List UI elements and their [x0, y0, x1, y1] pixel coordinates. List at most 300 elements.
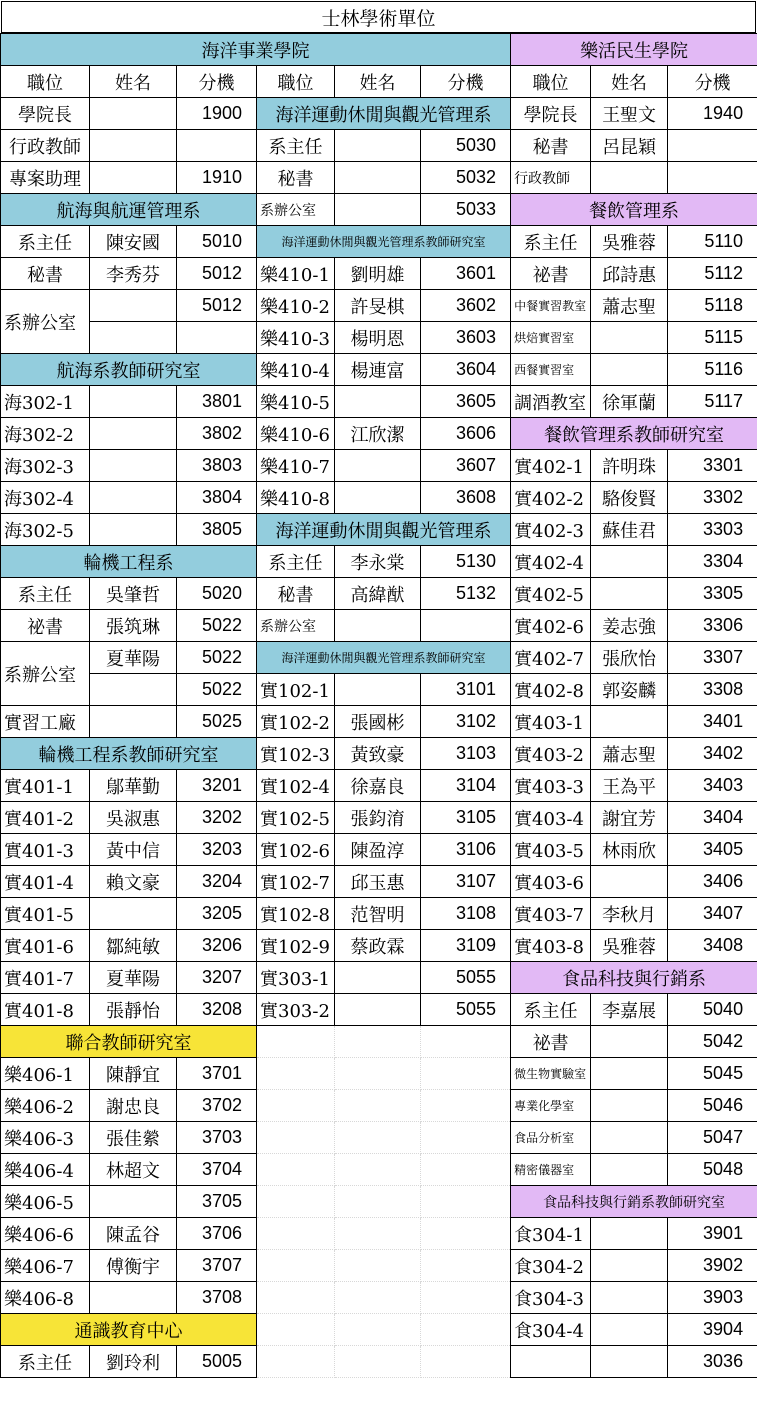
room-cell: 樂406-6	[1, 1218, 90, 1250]
ext-cell: 3606	[421, 418, 511, 450]
ext-cell: 3206	[177, 930, 257, 962]
ext-cell: 5110	[668, 226, 757, 258]
table-cell	[177, 322, 257, 354]
room-cell: 西餐實習室	[511, 354, 591, 386]
ext-cell: 5020	[177, 578, 257, 610]
name-cell: 林雨欣	[591, 834, 668, 866]
dept-header: 通識教育中心	[1, 1314, 257, 1346]
table-row	[1, 354, 757, 386]
room-cell: 實102-5	[257, 802, 335, 834]
ext-cell: 3302	[668, 482, 757, 514]
table-cell: 5025	[177, 706, 257, 738]
name-cell: 夏華陽	[90, 962, 177, 994]
room-cell: 實402-5	[511, 578, 591, 610]
header-ext: 分機	[421, 66, 511, 98]
table-row	[1, 866, 757, 898]
name-cell: 張筑琳	[90, 610, 177, 642]
room-cell: 實402-6	[511, 610, 591, 642]
empty-cell	[257, 1250, 335, 1282]
table-cell: 3901	[668, 1218, 757, 1250]
ext-cell: 3301	[668, 450, 757, 482]
research-header: 航海系教師研究室	[1, 354, 257, 386]
table-cell	[335, 610, 421, 642]
ext-cell: 5022	[177, 610, 257, 642]
research-header: 海洋運動休閒與觀光管理系教師研究室	[257, 642, 511, 674]
empty-cell	[257, 1186, 335, 1218]
room-cell: 樂406-4	[1, 1154, 90, 1186]
table-row	[1, 802, 757, 834]
name-cell: 姜志強	[591, 610, 668, 642]
room-cell: 樂406-2	[1, 1090, 90, 1122]
empty-cell	[335, 1090, 421, 1122]
room-cell: 實402-3	[511, 514, 591, 546]
position-cell: 祕書	[1, 610, 90, 642]
name-cell: 江欣潔	[335, 418, 421, 450]
room-cell: 實403-8	[511, 930, 591, 962]
ext-cell: 3207	[177, 962, 257, 994]
room-cell: 樂406-3	[1, 1122, 90, 1154]
name-cell: 李秀芬	[90, 258, 177, 290]
room-cell: 中餐實習教室	[511, 290, 591, 322]
college-header-marine: 海洋事業學院	[1, 34, 511, 66]
room-cell: 實402-2	[511, 482, 591, 514]
header-name: 姓名	[591, 66, 668, 98]
name-cell: 蘇佳君	[591, 514, 668, 546]
name-cell	[90, 290, 177, 322]
room-cell: 樂406-5	[1, 1186, 90, 1218]
table-row	[1, 386, 757, 418]
name-cell	[591, 706, 668, 738]
ext-cell: 5040	[668, 994, 757, 1026]
position-cell: 實習工廠	[1, 706, 90, 738]
table-row	[1, 258, 757, 290]
empty-cell	[257, 1282, 335, 1314]
name-cell	[591, 578, 668, 610]
table-cell: 蕭志聖	[591, 290, 668, 322]
table-cell: 3804	[177, 482, 257, 514]
ext-cell: 3304	[668, 546, 757, 578]
name-cell: 張鈞淯	[335, 802, 421, 834]
room-cell: 樂410-8	[257, 482, 335, 514]
table-row	[1, 194, 757, 226]
ext-cell: 3706	[177, 1218, 257, 1250]
ext-cell: 3608	[421, 482, 511, 514]
header-name: 姓名	[335, 66, 421, 98]
name-cell: 呂昆穎	[591, 130, 668, 162]
name-cell: 張靜怡	[90, 994, 177, 1026]
ext-cell: 3306	[668, 610, 757, 642]
table-cell: 5048	[668, 1154, 757, 1186]
ext-cell: 3605	[421, 386, 511, 418]
room-cell: 樂410-7	[257, 450, 335, 482]
ext-cell: 3407	[668, 898, 757, 930]
table-cell	[668, 162, 757, 194]
empty-cell	[257, 1314, 335, 1346]
name-cell: 陳安國	[90, 226, 177, 258]
table-cell	[591, 1314, 668, 1346]
directory-table	[0, 33, 757, 1378]
position-cell: 系主任	[257, 130, 335, 162]
table-row	[1, 994, 757, 1026]
name-cell	[335, 962, 421, 994]
room-cell: 實102-8	[257, 898, 335, 930]
name-cell: 林超文	[90, 1154, 177, 1186]
name-cell: 黃中信	[90, 834, 177, 866]
room-cell: 實401-5	[1, 898, 90, 930]
name-cell: 吳肇哲	[90, 578, 177, 610]
research-header: 餐飲管理系教師研究室	[511, 418, 757, 450]
room-cell: 實102-7	[257, 866, 335, 898]
table-cell: 3802	[177, 418, 257, 450]
position-cell: 系辦公室	[1, 642, 90, 706]
name-cell: 黃致豪	[335, 738, 421, 770]
empty-cell	[335, 1186, 421, 1218]
ext-cell: 3603	[421, 322, 511, 354]
table-cell	[421, 610, 511, 642]
table-row	[1, 834, 757, 866]
name-cell: 劉玲利	[90, 1346, 177, 1378]
name-cell	[335, 450, 421, 482]
room-cell: 實402-4	[511, 546, 591, 578]
room-cell: 實401-7	[1, 962, 90, 994]
table-row	[1, 450, 757, 482]
room-cell: 調酒教室	[511, 386, 591, 418]
table-cell	[591, 1090, 668, 1122]
position-cell: 系辦公室	[257, 194, 335, 226]
ext-cell: 5055	[421, 994, 511, 1026]
header-position: 職位	[511, 66, 591, 98]
room-cell: 實403-4	[511, 802, 591, 834]
name-cell: 駱俊賢	[591, 482, 668, 514]
ext-cell: 5132	[421, 578, 511, 610]
room-cell: 實402-7	[511, 642, 591, 674]
room-cell: 實102-2	[257, 706, 335, 738]
table-row	[1, 674, 757, 706]
ext-cell	[668, 130, 757, 162]
name-cell: 蕭志聖	[591, 738, 668, 770]
table-cell: 3902	[668, 1250, 757, 1282]
ext-cell: 5005	[177, 1346, 257, 1378]
room-cell: 實401-8	[1, 994, 90, 1026]
table-row	[1, 34, 757, 66]
name-cell: 張佳縈	[90, 1122, 177, 1154]
ext-cell: 5032	[421, 162, 511, 194]
room-cell: 實402-8	[511, 674, 591, 706]
table-row	[1, 578, 757, 610]
name-cell	[90, 98, 177, 130]
dept-header: 海洋運動休閒與觀光管理系	[257, 98, 511, 130]
position-cell: 秘書	[257, 162, 335, 194]
ext-cell: 5010	[177, 226, 257, 258]
table-cell	[90, 514, 177, 546]
empty-cell	[335, 1314, 421, 1346]
table-cell	[90, 706, 177, 738]
position-cell: 系主任	[1, 1346, 90, 1378]
research-header: 聯合教師研究室	[1, 1026, 257, 1058]
room-cell: 樂410-4	[257, 354, 335, 386]
table-cell: 3903	[668, 1282, 757, 1314]
position-cell: 系主任	[1, 578, 90, 610]
room-cell: 實102-3	[257, 738, 335, 770]
empty-cell	[421, 1090, 511, 1122]
table-row	[1, 1250, 757, 1282]
room-cell: 實303-1	[257, 962, 335, 994]
room-cell: 實303-2	[257, 994, 335, 1026]
table-cell	[90, 674, 177, 706]
empty-cell	[421, 1282, 511, 1314]
table-row	[1, 770, 757, 802]
room-cell: 海302-3	[1, 450, 90, 482]
name-cell: 賴文豪	[90, 866, 177, 898]
name-cell: 李永棠	[335, 546, 421, 578]
ext-cell: 3604	[421, 354, 511, 386]
room-cell: 實401-1	[1, 770, 90, 802]
ext-cell: 3703	[177, 1122, 257, 1154]
room-cell: 食304-2	[511, 1250, 591, 1282]
room-cell: 實403-5	[511, 834, 591, 866]
research-header: 食品科技與行銷系教師研究室	[511, 1186, 757, 1218]
name-cell: 陳盈淳	[335, 834, 421, 866]
empty-cell	[335, 1218, 421, 1250]
name-cell: 吳雅蓉	[591, 930, 668, 962]
table-cell	[591, 1282, 668, 1314]
table-row	[1, 1314, 757, 1346]
empty-cell	[421, 1154, 511, 1186]
position-cell: 行政教師	[511, 162, 591, 194]
ext-cell	[177, 130, 257, 162]
table-row	[1, 610, 757, 642]
ext-cell: 3201	[177, 770, 257, 802]
empty-cell	[421, 1250, 511, 1282]
position-cell: 系主任	[257, 546, 335, 578]
table-row	[1, 738, 757, 770]
ext-cell: 3104	[421, 770, 511, 802]
table-row	[1, 930, 757, 962]
dept-header: 輪機工程系	[1, 546, 257, 578]
empty-cell	[257, 1218, 335, 1250]
room-cell: 海302-5	[1, 514, 90, 546]
name-cell: 張欣怡	[591, 642, 668, 674]
table-cell	[90, 386, 177, 418]
name-cell	[90, 1282, 177, 1314]
ext-cell: 3404	[668, 802, 757, 834]
room-cell: 樂410-5	[257, 386, 335, 418]
table-row	[1, 546, 757, 578]
name-cell: 李嘉展	[591, 994, 668, 1026]
position-cell: 祕書	[511, 258, 591, 290]
empty-cell	[257, 1058, 335, 1090]
ext-cell: 3308	[668, 674, 757, 706]
position-cell: 行政教師	[1, 130, 90, 162]
room-cell: 實403-7	[511, 898, 591, 930]
ext-cell: 3405	[668, 834, 757, 866]
ext-cell: 3408	[668, 930, 757, 962]
table-cell: 3036	[668, 1346, 757, 1378]
empty-cell	[257, 1122, 335, 1154]
name-cell	[90, 1186, 177, 1218]
ext-cell: 1900	[177, 98, 257, 130]
table-row	[1, 1186, 757, 1218]
room-cell: 實102-6	[257, 834, 335, 866]
table-row	[1, 1122, 757, 1154]
room-cell	[511, 1346, 591, 1378]
ext-cell: 5042	[668, 1026, 757, 1058]
room-cell: 樂410-2	[257, 290, 335, 322]
ext-cell: 5030	[421, 130, 511, 162]
empty-cell	[421, 1122, 511, 1154]
ext-cell: 3101	[421, 674, 511, 706]
dept-header: 食品科技與行銷系	[511, 962, 757, 994]
room-cell: 實102-1	[257, 674, 335, 706]
room-cell: 實403-3	[511, 770, 591, 802]
table-cell: 5115	[668, 322, 757, 354]
name-cell: 高緯猷	[335, 578, 421, 610]
empty-cell	[335, 1026, 421, 1058]
room-cell: 精密儀器室	[511, 1154, 591, 1186]
table-row	[1, 66, 757, 98]
name-cell: 吳雅蓉	[591, 226, 668, 258]
ext-cell: 3401	[668, 706, 757, 738]
empty-cell	[335, 1122, 421, 1154]
name-cell	[591, 546, 668, 578]
name-cell: 邱詩惠	[591, 258, 668, 290]
dept-header: 餐飲管理系	[511, 194, 757, 226]
name-cell: 鄒純敏	[90, 930, 177, 962]
name-cell: 許旻棋	[335, 290, 421, 322]
name-cell: 許明珠	[591, 450, 668, 482]
table-cell	[90, 322, 177, 354]
name-cell	[335, 482, 421, 514]
name-cell	[335, 674, 421, 706]
room-cell: 實102-4	[257, 770, 335, 802]
ext-cell: 3305	[668, 578, 757, 610]
name-cell: 王為平	[591, 770, 668, 802]
room-cell: 實403-2	[511, 738, 591, 770]
name-cell	[335, 162, 421, 194]
table-cell: 3904	[668, 1314, 757, 1346]
ext-cell: 3108	[421, 898, 511, 930]
research-header: 海洋運動休閒與觀光管理系教師研究室	[257, 226, 511, 258]
empty-cell	[257, 1026, 335, 1058]
table-cell	[591, 1250, 668, 1282]
room-cell: 海302-2	[1, 418, 90, 450]
name-cell	[90, 162, 177, 194]
room-cell: 樂410-6	[257, 418, 335, 450]
ext-cell: 3102	[421, 706, 511, 738]
room-cell: 實402-1	[511, 450, 591, 482]
empty-cell	[335, 1154, 421, 1186]
empty-cell	[421, 1186, 511, 1218]
name-cell: 謝忠良	[90, 1090, 177, 1122]
position-cell: 學院長	[1, 98, 90, 130]
ext-cell: 3602	[421, 290, 511, 322]
name-cell: 范智明	[335, 898, 421, 930]
ext-cell: 5055	[421, 962, 511, 994]
ext-cell: 5112	[668, 258, 757, 290]
ext-cell: 3705	[177, 1186, 257, 1218]
dept-header: 海洋運動休閒與觀光管理系	[257, 514, 511, 546]
table-row	[1, 514, 757, 546]
position-cell: 秘書	[511, 130, 591, 162]
table-row	[1, 962, 757, 994]
table-row	[1, 482, 757, 514]
table-cell	[90, 482, 177, 514]
name-cell	[335, 386, 421, 418]
room-cell: 烘焙實習室	[511, 322, 591, 354]
position-cell: 系主任	[511, 226, 591, 258]
header-position: 職位	[1, 66, 90, 98]
position-cell: 專案助理	[1, 162, 90, 194]
name-cell: 陳靜宜	[90, 1058, 177, 1090]
name-cell: 吳淑惠	[90, 802, 177, 834]
table-row	[1, 706, 757, 738]
sheet-title: 士林學術單位	[1, 1, 756, 33]
empty-cell	[257, 1154, 335, 1186]
name-cell: 張國彬	[335, 706, 421, 738]
name-cell: 徐嘉良	[335, 770, 421, 802]
room-cell: 樂406-8	[1, 1282, 90, 1314]
position-cell: 系辦公室	[257, 610, 335, 642]
table-cell: 5047	[668, 1122, 757, 1154]
table-row	[1, 322, 757, 354]
ext-cell: 3702	[177, 1090, 257, 1122]
ext-cell: 3701	[177, 1058, 257, 1090]
table-row	[1, 290, 757, 322]
ext-cell: 3208	[177, 994, 257, 1026]
header-position: 職位	[257, 66, 335, 98]
table-row	[1, 1154, 757, 1186]
room-cell: 海302-4	[1, 482, 90, 514]
empty-cell	[421, 1218, 511, 1250]
table-row	[1, 1218, 757, 1250]
name-cell: 劉明雄	[335, 258, 421, 290]
room-cell: 樂406-7	[1, 1250, 90, 1282]
position-cell: 祕書	[511, 1026, 591, 1058]
table-cell: 5117	[668, 386, 757, 418]
ext-cell: 3403	[668, 770, 757, 802]
room-cell: 樂410-3	[257, 322, 335, 354]
header-name: 姓名	[90, 66, 177, 98]
name-cell: 郭姿麟	[591, 674, 668, 706]
table-cell	[90, 418, 177, 450]
name-cell	[335, 130, 421, 162]
name-cell	[90, 898, 177, 930]
empty-cell	[421, 1314, 511, 1346]
ext-cell: 3707	[177, 1250, 257, 1282]
table-row	[1, 642, 757, 674]
position-cell: 系主任	[511, 994, 591, 1026]
ext-cell: 3601	[421, 258, 511, 290]
table-cell: 3801	[177, 386, 257, 418]
ext-cell: 3307	[668, 642, 757, 674]
ext-cell: 5012	[177, 258, 257, 290]
position-cell: 學院長	[511, 98, 591, 130]
room-cell: 實401-6	[1, 930, 90, 962]
ext-cell: 3205	[177, 898, 257, 930]
empty-cell	[335, 1346, 421, 1378]
name-cell: 蔡政霖	[335, 930, 421, 962]
empty-cell	[257, 1090, 335, 1122]
table-row	[1, 162, 757, 194]
ext-cell: 1910	[177, 162, 257, 194]
position-cell: 系主任	[1, 226, 90, 258]
name-cell	[591, 866, 668, 898]
table-cell: 3803	[177, 450, 257, 482]
empty-cell	[421, 1026, 511, 1058]
dept-header: 航海與航運管理系	[1, 194, 257, 226]
name-cell: 楊連富	[335, 354, 421, 386]
table-row	[1, 898, 757, 930]
